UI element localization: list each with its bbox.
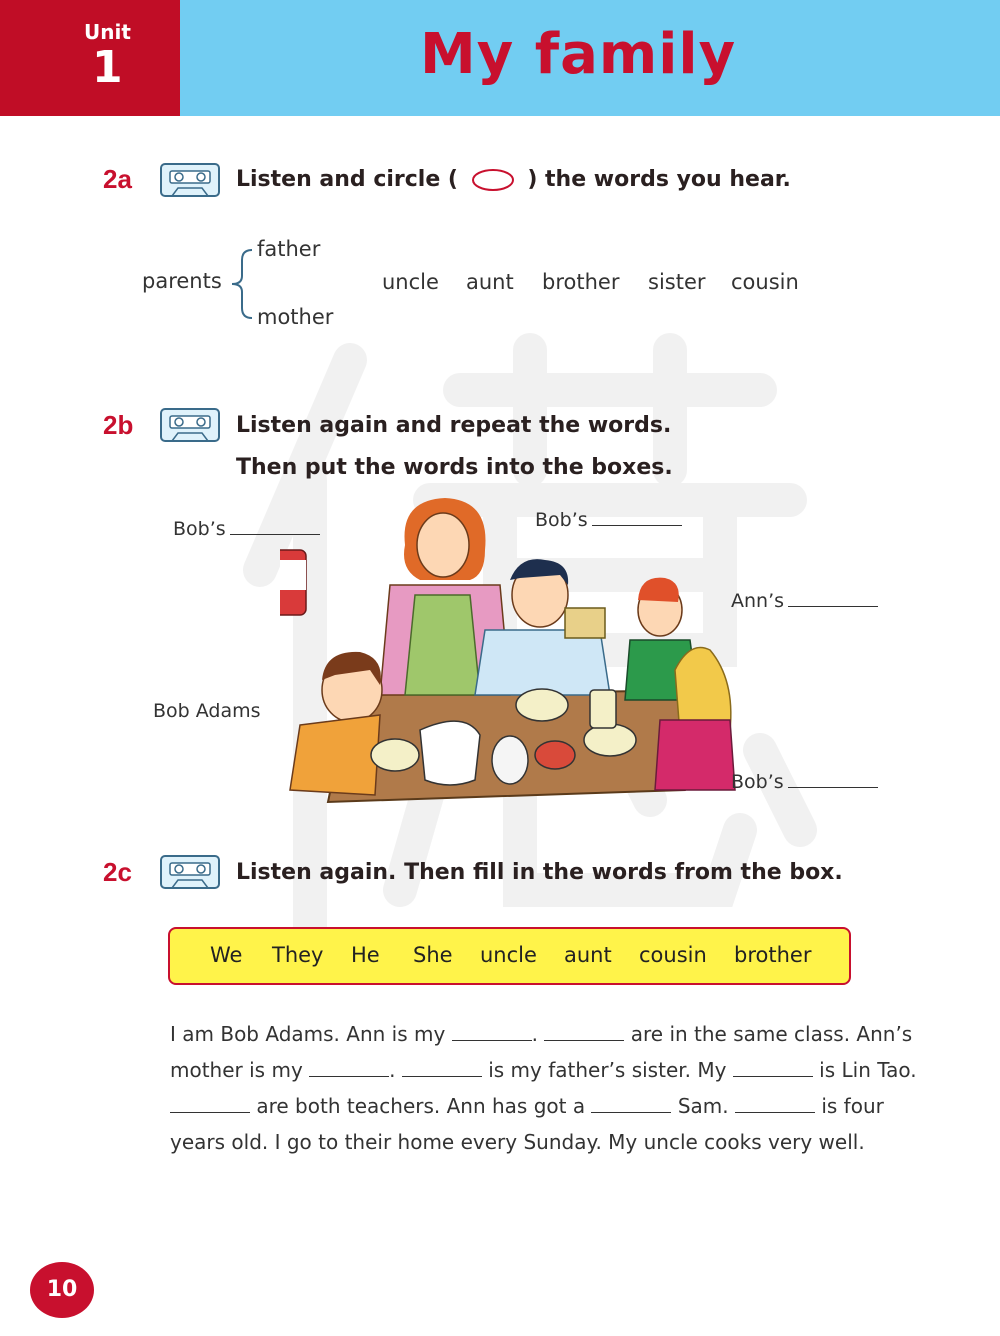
instruction-text-end: ) the words you hear. [527, 167, 791, 192]
word-bank-item: aunt [564, 943, 612, 967]
section-2b-instruction-line2: Then put the words into the boxes. [236, 455, 673, 480]
caption-top-middle [535, 508, 682, 531]
section-2a-label: 2a [103, 164, 132, 194]
brace-icon [226, 246, 256, 322]
passage-line-1 [170, 1022, 930, 1046]
answer-blank[interactable] [170, 1095, 250, 1113]
word-bank-item: They [272, 943, 324, 967]
answer-blank[interactable] [230, 517, 320, 535]
family-kitchen-illustration [280, 490, 740, 810]
page-number: 10 [30, 1262, 94, 1318]
word-father: father [257, 237, 321, 261]
unit-badge [0, 0, 180, 116]
section-2c-instruction: Listen again. Then fill in the words from the box. [236, 860, 843, 885]
caption-text: Bob’s [173, 518, 226, 540]
passage-line-2 [170, 1058, 930, 1082]
unit-word: Unit [84, 20, 131, 44]
cassette-icon [158, 852, 222, 892]
word-bank-item: uncle [480, 943, 537, 967]
caption-right-bottom [731, 770, 878, 793]
passage-line-4: years old. I go to their home every Sunday. My uncle cooks very well. [170, 1130, 865, 1154]
page-title: My family [420, 22, 737, 87]
passage-line-3 [170, 1094, 930, 1118]
word-brother: brother [542, 270, 620, 294]
passage-text: . [389, 1058, 396, 1082]
word-bank-box [168, 927, 851, 985]
unit-number: 1 [92, 42, 123, 93]
answer-blank[interactable] [788, 770, 878, 788]
answer-blank[interactable] [452, 1023, 532, 1041]
circle-mark-icon [470, 167, 516, 193]
passage-text: I am Bob Adams. Ann is my [170, 1022, 446, 1046]
instruction-text-start: Listen and circle ( [236, 167, 458, 192]
answer-blank[interactable] [733, 1059, 813, 1077]
word-sister: sister [648, 270, 706, 294]
passage-text: Sam. [677, 1094, 729, 1118]
caption-text: Ann’s [731, 590, 785, 612]
word-bank-item: We [210, 943, 243, 967]
section-2b-instruction-line1: Listen again and repeat the words. [236, 413, 672, 438]
caption-right-top [731, 589, 878, 612]
caption-top-left [173, 517, 320, 540]
answer-blank[interactable] [309, 1059, 389, 1077]
caption-text: Bob’s [535, 509, 588, 531]
word-parents: parents [142, 269, 222, 293]
passage-text: are both teachers. Ann has got a [256, 1094, 586, 1118]
word-uncle: uncle [382, 270, 439, 294]
caption-bob-adams: Bob Adams [153, 700, 261, 722]
passage-text: mother is my [170, 1058, 303, 1082]
section-2b-label: 2b [103, 410, 134, 440]
answer-blank[interactable] [735, 1095, 815, 1113]
cassette-icon [158, 160, 222, 200]
passage-text: is Lin Tao. [819, 1058, 917, 1082]
answer-blank[interactable] [788, 589, 878, 607]
word-bank-item: brother [734, 943, 812, 967]
passage-text: . [531, 1022, 539, 1046]
passage-text: are in the same class. Ann’s [630, 1022, 913, 1046]
section-2a-instruction [236, 167, 791, 193]
passage-text: is my father’s sister. My [488, 1058, 727, 1082]
word-cousin: cousin [731, 270, 799, 294]
word-mother: mother [257, 305, 334, 329]
word-bank-item: He [351, 943, 380, 967]
answer-blank[interactable] [544, 1023, 624, 1041]
word-bank-item: She [413, 943, 453, 967]
word-bank-item: cousin [639, 943, 707, 967]
passage-text: is four [821, 1094, 884, 1118]
section-2c-label: 2c [103, 857, 132, 887]
cassette-icon [158, 405, 222, 445]
answer-blank[interactable] [402, 1059, 482, 1077]
word-aunt: aunt [466, 270, 514, 294]
answer-blank[interactable] [592, 508, 682, 526]
caption-text: Bob’s [731, 771, 784, 793]
answer-blank[interactable] [591, 1095, 671, 1113]
